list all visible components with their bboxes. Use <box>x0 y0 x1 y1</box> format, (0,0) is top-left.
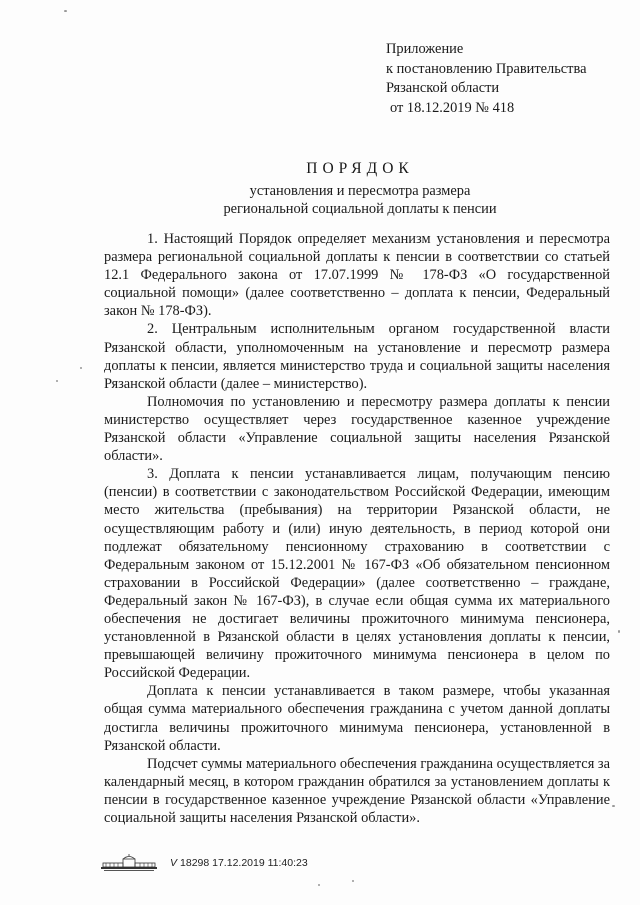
appendix-line: от 18.12.2019 № 418 <box>390 99 515 116</box>
registration-footer <box>100 853 400 873</box>
scan-speck <box>612 805 615 807</box>
registration-stamp <box>170 857 308 869</box>
government-building-stamp-icon <box>100 854 158 872</box>
paragraph-4: 3. Доплата к пенсии устанавливается лицам, получающим пенсию (пенсии) в соответствии с законодательством Российской Федерации, имеющим место жительства (пребывания) на территории Рязанской области, не осуществляющим работу и (или) иную деятельность, в период которой они подлежат обязательному пенсионному страхованию в соответствии с Федеральным законом от 15.12.2001 № 167-ФЗ «Об обязательном пенсионном страховании в Российской Федерации» (далее соответственно – граждане, Федеральный закон № 167-ФЗ), в случае если общая сумма их материального обеспечения не достигает величины прожиточного минимума пенсионера, установленной в Рязанской области в целях установления доплаты к пенсии, превышающей величину прожиточного минимума пенсионера в целом по Российской Федерации. <box>104 466 610 682</box>
paragraph-5: Доплата к пенсии устанавливается в таком размере, чтобы указанная общая сумма материального обеспечения гражданина с учетом данной доплаты достигла величины прожиточного минимума пенсионера, установленной в Рязанской области. <box>104 683 610 754</box>
title-subtitle-line-1: установления и пересмотра размера <box>249 182 471 199</box>
paragraph-1: 1. Настоящий Порядок определяет механизм установления и пересмотра размера региональной социальной доплаты к пенсии в соответствии со статьей 12.1 Федерального закона от 17.07.1999 № 178-ФЗ «О государственной социальной помощи» (далее соответственно – доплата к пенсии, Федеральный закон № 178-ФЗ). <box>104 231 610 320</box>
paragraph-6: Подсчет суммы материального обеспечения гражданина осуществляется за календарный месяц, в котором гражданин обратился за установлением доплаты к пенсии в государственное казенное учреждение Рязанской области «Управление социальной защиты населения Рязанской области». <box>104 755 610 826</box>
appendix-line: Приложение <box>386 41 464 57</box>
scan-speck <box>56 380 58 382</box>
document-body <box>104 230 610 827</box>
appendix-header <box>386 40 626 118</box>
appendix-line: Рязанской области <box>386 80 500 96</box>
scan-speck <box>64 10 67 12</box>
registration-number-date: 18298 17.12.2019 11:40:23 <box>180 857 308 869</box>
title-main: ПОРЯДОК <box>306 160 414 177</box>
paragraph-3: Полномочия по установлению и пересмотру размера доплаты к пенсии министерство осуществляет через государственное казенное учреждение Рязанской области «Управление социальной защиты населения Рязанской области». <box>104 393 610 465</box>
registration-mark: V <box>170 857 178 869</box>
appendix-line: к постановлению Правительства <box>386 60 587 77</box>
paragraph-2: 2. Центральным исполнительным органом государственной власти Рязанской области, уполномоченным на установление и пересмотр размера доплаты к пенсии, является министерство труда и социальной защиты населения Рязанской области (далее – министерство). <box>104 321 610 392</box>
scan-speck <box>80 367 82 369</box>
scan-speck <box>318 884 320 886</box>
document-title <box>60 160 640 219</box>
title-subtitle-line-2: региональной социальной доплаты к пенсии <box>223 201 497 217</box>
scan-speck <box>618 630 620 633</box>
scan-speck <box>352 880 354 882</box>
